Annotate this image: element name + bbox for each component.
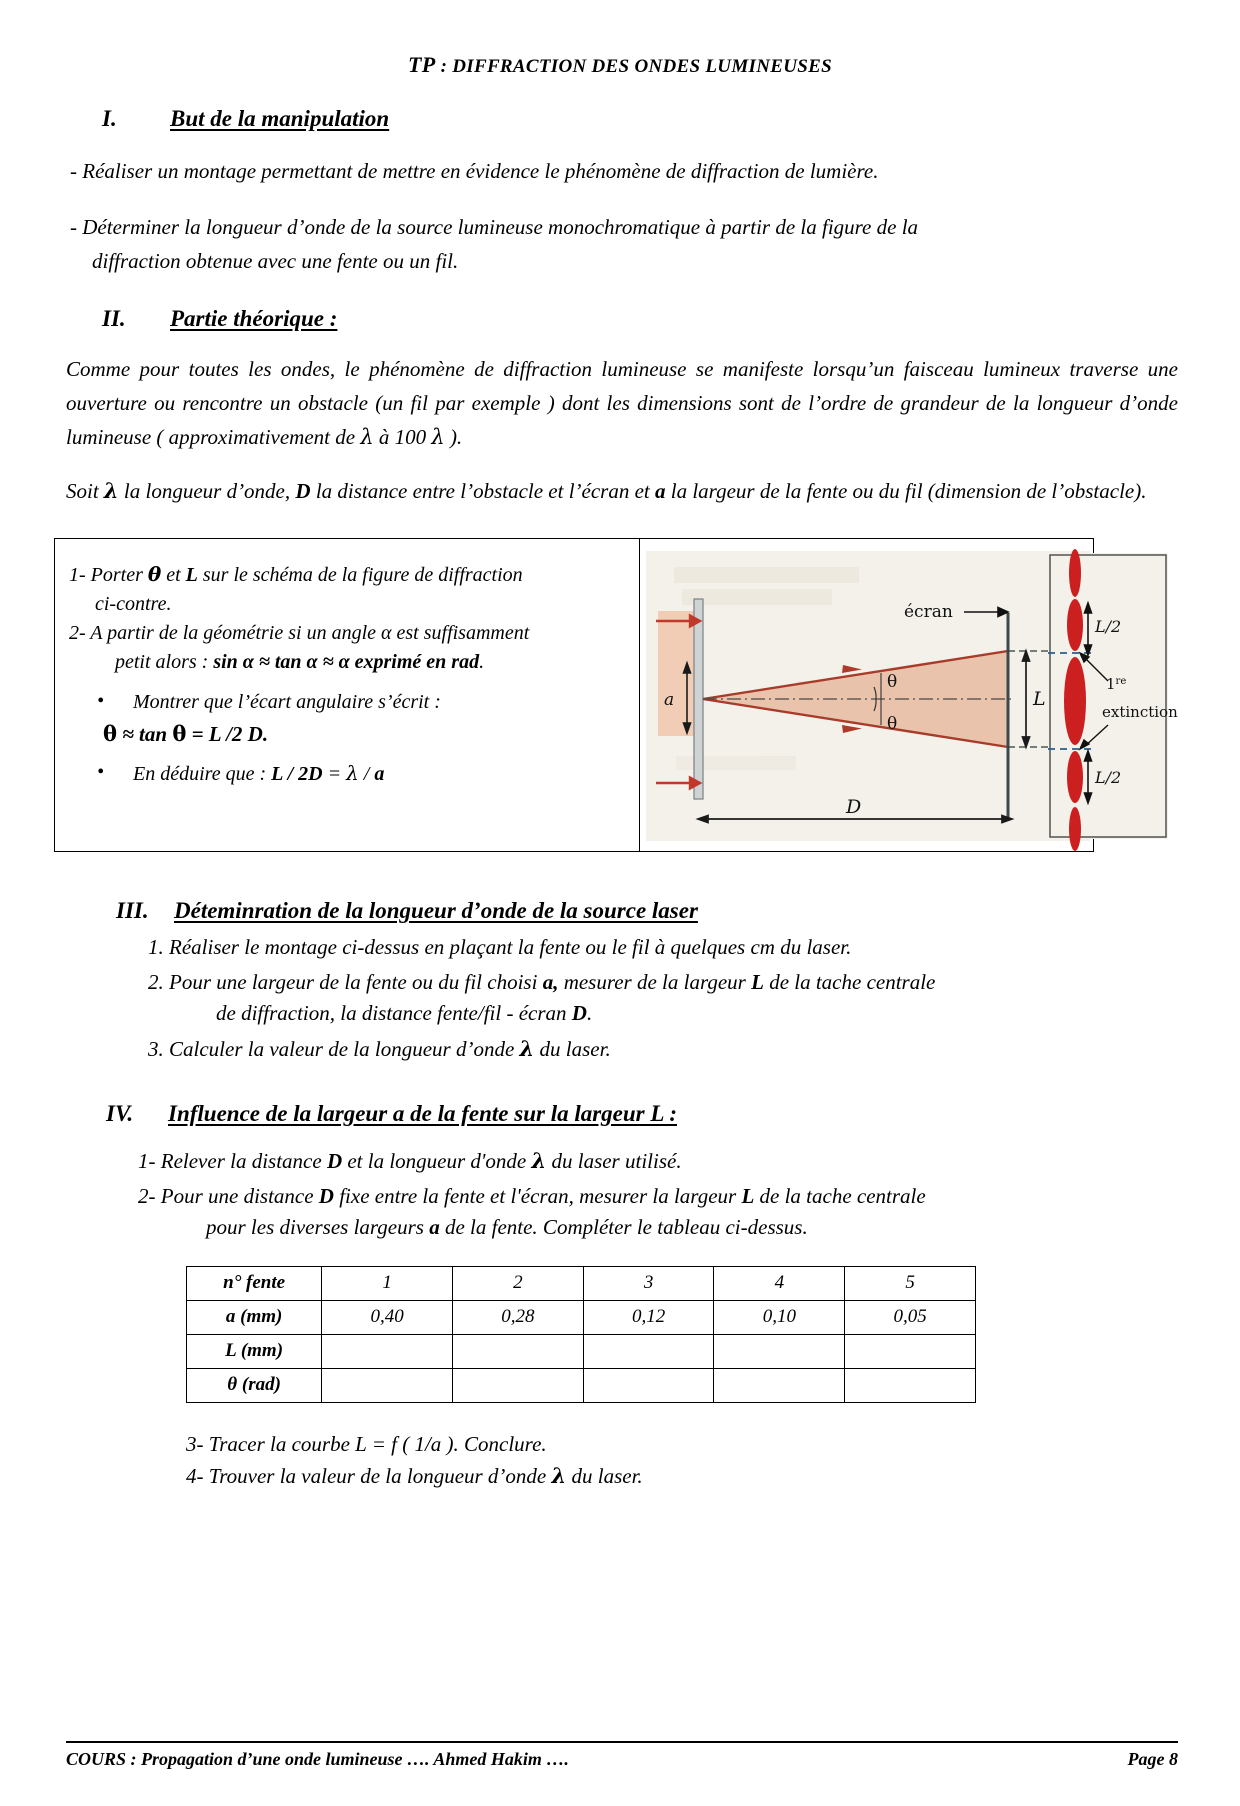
section-heading-2: [66, 306, 1178, 332]
section4-item-3: 3- Tracer la courbe L = f ( 1/a ). Conclure.: [186, 1431, 547, 1456]
formula-1-rest: = L /2 D.: [186, 722, 269, 747]
section3-item-2-cont: [182, 998, 1178, 1030]
section4-item-4-b: du laser.: [566, 1464, 643, 1489]
section3-item-2-end: de la tache centrale: [763, 969, 936, 994]
box-formula-1: [103, 721, 631, 747]
section4-tail-list: [66, 1429, 1178, 1493]
figure-panel: [639, 539, 1178, 851]
section4-item-2: [138, 1181, 1178, 1244]
figure-label-extinction: extinction: [1102, 703, 1178, 722]
document-page: [0, 52, 1240, 1806]
document-title: [0, 52, 1240, 78]
section-number-1: I.: [102, 106, 117, 131]
questions-figure-box: [54, 538, 1178, 852]
box-question-1: [69, 561, 631, 589]
table-cell-input[interactable]: [714, 1368, 845, 1402]
figure-label-a: a: [664, 690, 675, 711]
table-cell-input[interactable]: [845, 1368, 976, 1402]
section3-item-3: [148, 1033, 1178, 1066]
box-bullet-1: • Montrer que l’écart angulaire s’écrit :: [69, 688, 631, 717]
diffraction-figure: [646, 551, 1090, 841]
figure-label-theta-top: θ: [887, 672, 898, 693]
table-cell: 4: [714, 1266, 845, 1300]
table-row-header: L (mm): [187, 1334, 322, 1368]
section4-item-2-a: 2- Pour une distance: [138, 1183, 319, 1208]
table-cell: 0,10: [714, 1300, 845, 1334]
table-cell-input[interactable]: [452, 1368, 583, 1402]
table-cell-input[interactable]: [452, 1334, 583, 1368]
lambda-symbol-bold: λ: [551, 1463, 567, 1489]
table-cell: 0,28: [452, 1300, 583, 1334]
table-cell-input[interactable]: [583, 1334, 714, 1368]
section4-item-2-b: fixe entre la fente et l'écran, mesurer la largeur: [333, 1183, 742, 1208]
box-q2-cont-end: .: [479, 651, 485, 674]
section-heading-3: [66, 898, 1178, 924]
variable-L: L: [185, 564, 198, 587]
table-cell: 0,40: [322, 1300, 453, 1334]
figure-label-L: L: [1033, 688, 1046, 711]
section4-item-1: [138, 1145, 1178, 1178]
equals-sign: =: [322, 763, 347, 786]
table-cell-input[interactable]: [322, 1334, 453, 1368]
section4-list: [66, 1145, 1178, 1244]
section2-para2-b: la longueur d’onde,: [118, 479, 296, 504]
diffraction-pattern-panel: [1048, 553, 1178, 839]
table-cell: 0,05: [845, 1300, 976, 1334]
lambda-symbol: λ: [360, 425, 374, 450]
table-row: [187, 1300, 976, 1334]
box-question-1-cont: ci-contre.: [95, 593, 172, 616]
section1-item-2-line1: - Déterminer la longueur d’onde de la source lumineuse monochromatique à partir de la figure de la: [70, 215, 919, 240]
footer-course-label: COURS : Propagation d’une onde lumineuse …. Ahmed Hakim ….: [66, 1749, 569, 1769]
document-title-rest: : DIFFRACTION DES ONDES LUMINEUSES: [435, 56, 832, 77]
variable-a: a: [429, 1215, 440, 1240]
figure-label-L2-bottom: L/2: [1095, 768, 1122, 788]
figure-label-extinction-order: 1re: [1106, 675, 1127, 694]
document-title-prefix: TP: [408, 52, 436, 77]
section3-item-3-end: du laser.: [534, 1036, 611, 1061]
section3-item-2-cont-a: de diffraction, la distance fente/fil - écran: [216, 1001, 572, 1026]
section3-list: [66, 932, 1178, 1065]
theta-symbol: θ: [147, 562, 162, 587]
table-cell-input[interactable]: [583, 1368, 714, 1402]
section2-para2-d: la largeur de la fente ou du fil (dimension de l’obstacle).: [665, 479, 1147, 504]
section-label-1: But de la manipulation: [170, 106, 390, 131]
lambda-symbol-bold: λ: [531, 1148, 547, 1174]
section-number-4: IV.: [106, 1101, 134, 1127]
footer-page-number: Page 8: [1127, 1749, 1178, 1769]
variable-a: a: [374, 763, 385, 786]
section2-para2-c: la distance entre l’obstacle et l’écran et: [310, 479, 656, 504]
section-heading-4: [66, 1101, 1178, 1127]
section4-item-1-c: du laser utilisé.: [546, 1149, 682, 1174]
table-cell: 3: [583, 1266, 714, 1300]
section4-item-1-a: 1- Relever la distance: [138, 1149, 327, 1174]
document-content: [0, 106, 1240, 1493]
variable-D: D: [295, 479, 311, 504]
figure-label-ecran: écran: [904, 602, 953, 623]
variable-a: a,: [542, 969, 559, 994]
tan-label: tan: [139, 722, 173, 747]
section2-para1-b: à 100: [373, 425, 432, 450]
table-cell: 2: [452, 1266, 583, 1300]
box-q1-a: 1- Porter: [69, 564, 148, 587]
section4-item-4: [186, 1460, 1178, 1493]
figure-label-theta-bottom: θ: [887, 714, 898, 735]
lambda-symbol: λ: [346, 761, 359, 786]
table-row-header: a (mm): [187, 1300, 322, 1334]
diffraction-diagram-svg: [646, 551, 1090, 841]
section4-item-2-cont: [172, 1212, 1178, 1244]
section2-para2-a: Soit: [66, 479, 104, 504]
section2-paragraph-1: [66, 352, 1178, 454]
box-q1-c: sur le schéma de la figure de diffraction: [197, 564, 523, 587]
figure-label-D: D: [846, 796, 862, 819]
table-row: [187, 1368, 976, 1402]
lambda-symbol-bold: λ: [103, 478, 119, 504]
box-bullet-2-a: En déduire que :: [133, 763, 272, 786]
theta-symbol: θ: [103, 721, 118, 747]
section3-item-1: 1. Réaliser le montage ci-dessus en plaçant la fente ou le fil à quelques cm du laser.: [148, 935, 852, 960]
section3-item-3-a: 3. Calculer la valeur de la longueur d’onde: [148, 1036, 520, 1061]
approximation-formula: sin α ≈ tan α ≈ α exprimé en rad: [213, 651, 480, 674]
variable-L: L: [751, 969, 764, 994]
section4-item-4-a: 4- Trouver la valeur de la longueur d’onde: [186, 1464, 552, 1489]
section-label-3: Déteminration de la longueur d’onde de la source laser: [174, 898, 698, 924]
section1-item-1-text: - Réaliser un montage permettant de mettre en évidence le phénomène de diffraction de lumière.: [70, 159, 879, 183]
lambda-symbol: λ: [431, 425, 445, 450]
section2-para1-c: ).: [444, 425, 463, 450]
table-cell: 5: [845, 1266, 976, 1300]
box-question-2: 2- A partir de la géométrie si un angle α est suffisamment: [69, 622, 530, 645]
section-number-2: II.: [102, 306, 126, 332]
table-cell: 1: [322, 1266, 453, 1300]
table-cell-input[interactable]: [322, 1368, 453, 1402]
section3-item-2-mid: mesurer de la largeur: [558, 969, 752, 994]
section4-item-2-cont-a: pour les diverses largeurs: [206, 1215, 430, 1240]
section-label-2: Partie théorique :: [170, 306, 338, 332]
section2-para1-a: Comme pour toutes les ondes, le phénomène de diffraction lumineuse se manifeste lorsqu’un faisceau lumineux traverse une ouverture ou rencontre un obstacle (un fil par exemple ) dont les dimensions sont de l’ordre de grandeur de la longueur d’onde lumineuse ( approximativement de: [66, 357, 1178, 450]
figure-label-L2-top: L/2: [1095, 617, 1122, 637]
section2-paragraph-2: [66, 474, 1178, 508]
section4-item-1-b: et la longueur d'onde: [342, 1149, 532, 1174]
variable-L: L: [741, 1183, 755, 1208]
variable-D: D: [326, 1149, 343, 1174]
table-row: [187, 1334, 976, 1368]
section3-item-2: [148, 967, 1178, 1030]
section1-item-2-line2: diffraction obtenue avec une fente ou un fil.: [92, 249, 459, 274]
measurements-table: [186, 1266, 976, 1403]
table-body: [187, 1266, 976, 1402]
box-bullet-2: [69, 759, 631, 789]
table-row: [187, 1266, 976, 1300]
table-row-header: θ (rad): [187, 1368, 322, 1402]
table-cell-input[interactable]: [845, 1334, 976, 1368]
section-number-3: III.: [116, 898, 149, 924]
box-q1-b: et: [161, 564, 186, 587]
section1-item-1: [66, 154, 1178, 188]
section4-item-2-c: de la tache centrale: [754, 1183, 926, 1208]
section3-item-2-a: 2. Pour une largeur de la fente ou du fil choisi: [148, 969, 543, 994]
box-question-2-cont: [69, 649, 631, 676]
table-cell: 0,12: [583, 1300, 714, 1334]
table-row-header: n° fente: [187, 1266, 322, 1300]
approx-sign: ≈: [117, 722, 140, 747]
slash-sign: /: [358, 763, 375, 786]
page-footer: [66, 1741, 1178, 1770]
lambda-symbol-bold: λ: [519, 1035, 535, 1061]
formula-L-2D: L / 2D: [271, 763, 323, 786]
section3-item-2-cont-end: .: [586, 1001, 593, 1026]
box-q2-cont-a: petit alors :: [115, 651, 214, 674]
variable-D: D: [318, 1183, 334, 1208]
section4-item-2-cont-b: de la fente. Compléter le tableau ci-dessus.: [439, 1215, 808, 1240]
section-heading-1: [66, 106, 1178, 132]
variable-D: D: [571, 1001, 587, 1026]
theta-symbol: θ: [172, 721, 187, 747]
questions-panel: [55, 539, 639, 851]
fringe-pattern-svg: [1048, 553, 1178, 839]
table-cell-input[interactable]: [714, 1334, 845, 1368]
section-label-4: Influence de la largeur a de la fente sur la largeur L :: [168, 1101, 677, 1127]
section1-item-2: [66, 210, 1178, 278]
variable-a: a: [655, 479, 666, 504]
